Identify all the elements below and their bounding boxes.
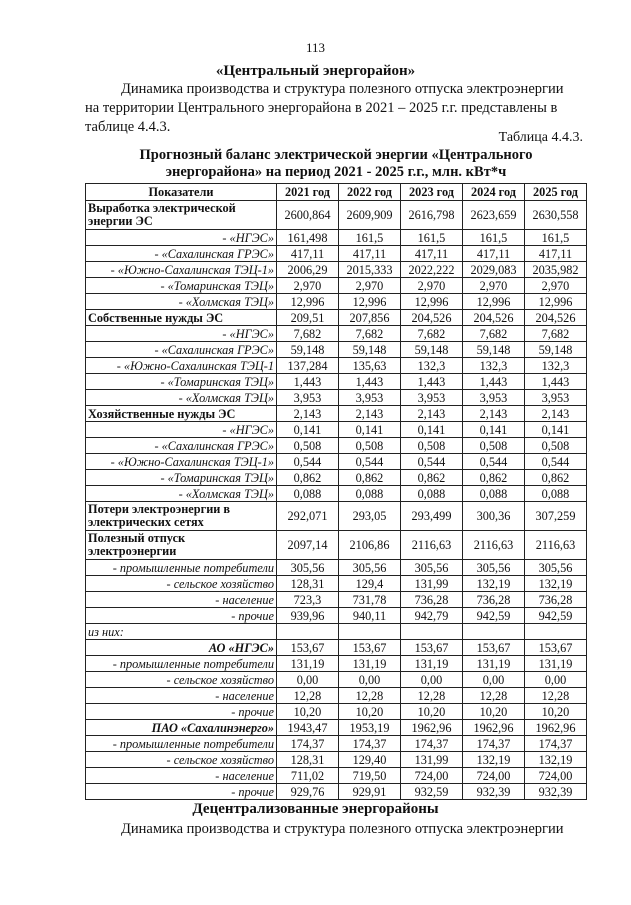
row-value: 153,67: [277, 640, 339, 656]
row-value: 0,088: [463, 486, 525, 502]
table-row: [86, 656, 587, 672]
row-value: 137,284: [277, 358, 339, 374]
row-value: 1,443: [525, 374, 587, 390]
row-label: - «Томаринская ТЭЦ»: [86, 374, 277, 390]
row-value: 3,953: [463, 390, 525, 406]
row-value: 204,526: [525, 310, 587, 326]
row-label: - «Сахалинская ГРЭС»: [86, 342, 277, 358]
row-value: 305,56: [525, 560, 587, 576]
row-value: 204,526: [401, 310, 463, 326]
table-row: [86, 640, 587, 656]
row-value: 0,141: [401, 422, 463, 438]
row-value: 417,11: [277, 246, 339, 262]
row-value: 0,00: [339, 672, 401, 688]
row-value: 7,682: [339, 326, 401, 342]
row-value: 7,682: [277, 326, 339, 342]
row-value: 132,19: [463, 752, 525, 768]
row-value: 10,20: [525, 704, 587, 720]
row-value: 736,28: [525, 592, 587, 608]
row-label: - прочие: [86, 784, 277, 800]
row-value: 736,28: [401, 592, 463, 608]
row-value: 10,20: [401, 704, 463, 720]
row-value: 305,56: [401, 560, 463, 576]
row-value: 932,59: [401, 784, 463, 800]
row-value: 1,443: [277, 374, 339, 390]
row-label: - «Южно-Сахалинская ТЭЦ-1»: [86, 262, 277, 278]
row-value: 0,544: [463, 454, 525, 470]
row-value: 0,141: [525, 422, 587, 438]
row-value: 417,11: [401, 246, 463, 262]
table-row: [86, 531, 587, 560]
row-value: 929,76: [277, 784, 339, 800]
row-value: 1,443: [339, 374, 401, 390]
table-row: [86, 752, 587, 768]
intro-line-2: на территории Центрального энергорайона в 2021 – 2025 г.г. представлены в: [85, 100, 558, 116]
table-title-line-2: энергорайона» на период 2021 - 2025 г.г., млн. кВт*ч: [165, 164, 507, 180]
row-value: 132,19: [463, 576, 525, 592]
row-value: 12,28: [277, 688, 339, 704]
row-value: 0,00: [401, 672, 463, 688]
intro-line-3: таблице 4.4.3.: [85, 119, 171, 135]
row-value: 12,28: [525, 688, 587, 704]
row-label: - промышленные потребители: [86, 736, 277, 752]
row-value: 12,996: [525, 294, 587, 310]
row-value: 0,544: [401, 454, 463, 470]
section-title: «Центральный энергорайон»: [215, 63, 416, 79]
row-value: 207,856: [339, 310, 401, 326]
row-value: [339, 624, 401, 640]
row-value: 7,682: [401, 326, 463, 342]
table-row: [86, 768, 587, 784]
table-row: [86, 672, 587, 688]
row-value: 131,19: [463, 656, 525, 672]
row-value: 2,143: [463, 406, 525, 422]
row-value: 929,91: [339, 784, 401, 800]
row-label: - промышленные потребители: [86, 656, 277, 672]
row-value: 0,00: [463, 672, 525, 688]
section-2-paragraph: [85, 820, 585, 839]
page-number: 113: [305, 40, 326, 55]
row-label: - прочие: [86, 608, 277, 624]
row-value: 0,544: [277, 454, 339, 470]
row-value: 2116,63: [463, 531, 525, 560]
row-value: 417,11: [339, 246, 401, 262]
row-value: 2,970: [525, 278, 587, 294]
table-row: [86, 784, 587, 800]
row-value: 0,544: [525, 454, 587, 470]
row-value: 129,4: [339, 576, 401, 592]
row-value: 307,259: [525, 502, 587, 531]
intro-line-1-text: Динамика производства и структура полезного отпуска электроэнергии: [121, 81, 564, 97]
row-label: Выработка электрической энергии ЭС: [86, 201, 277, 230]
row-value: 2600,864: [277, 201, 339, 230]
row-value: 2,970: [277, 278, 339, 294]
balance-table: [85, 183, 587, 800]
row-value: 132,19: [525, 576, 587, 592]
row-value: 59,148: [339, 342, 401, 358]
row-value: 0,141: [463, 422, 525, 438]
row-value: 0,862: [401, 470, 463, 486]
row-value: 2,143: [525, 406, 587, 422]
row-value: 305,56: [277, 560, 339, 576]
row-value: 209,51: [277, 310, 339, 326]
row-value: 59,148: [277, 342, 339, 358]
row-label: - «Южно-Сахалинская ТЭЦ-1»: [86, 454, 277, 470]
row-value: 12,996: [401, 294, 463, 310]
row-value: 174,37: [463, 736, 525, 752]
row-value: 0,088: [525, 486, 587, 502]
table-row: [86, 704, 587, 720]
column-header: 2025 год: [525, 184, 587, 201]
row-label: - «Холмская ТЭЦ»: [86, 486, 277, 502]
row-value: 1,443: [401, 374, 463, 390]
row-value: 10,20: [339, 704, 401, 720]
row-value: 1,443: [463, 374, 525, 390]
row-value: 161,498: [277, 230, 339, 246]
row-label: - прочие: [86, 704, 277, 720]
row-value: 2106,86: [339, 531, 401, 560]
row-label: Хозяйственные нужды ЭС: [86, 406, 277, 422]
row-value: 12,996: [463, 294, 525, 310]
table-row: [86, 560, 587, 576]
table-row: [86, 454, 587, 470]
row-value: 161,5: [401, 230, 463, 246]
row-value: 0,508: [401, 438, 463, 454]
row-value: 131,99: [401, 576, 463, 592]
table-title-line-1: Прогнозный баланс электрической энергии «Центрального: [139, 147, 533, 163]
table-row: [86, 592, 587, 608]
row-value: 1953,19: [339, 720, 401, 736]
row-value: 940,11: [339, 608, 401, 624]
row-value: 0,862: [463, 470, 525, 486]
row-value: 2,143: [277, 406, 339, 422]
table-row: [86, 374, 587, 390]
row-value: 0,088: [401, 486, 463, 502]
table-row: [86, 390, 587, 406]
row-value: 2097,14: [277, 531, 339, 560]
table-row: [86, 326, 587, 342]
row-value: 132,19: [525, 752, 587, 768]
row-value: 128,31: [277, 752, 339, 768]
row-value: 12,28: [463, 688, 525, 704]
row-value: 2623,659: [463, 201, 525, 230]
row-value: [401, 624, 463, 640]
row-value: 132,3: [525, 358, 587, 374]
row-value: 2015,333: [339, 262, 401, 278]
table-row: [86, 406, 587, 422]
row-value: 0,862: [339, 470, 401, 486]
row-value: 2609,909: [339, 201, 401, 230]
row-value: 131,99: [401, 752, 463, 768]
row-value: 942,59: [525, 608, 587, 624]
table-row: [86, 358, 587, 374]
row-value: 939,96: [277, 608, 339, 624]
row-label: - «Томаринская ТЭЦ»: [86, 470, 277, 486]
table-row: [86, 422, 587, 438]
table-label: Таблица 4.4.3.: [498, 130, 583, 145]
table-row: [86, 230, 587, 246]
table-row: [86, 438, 587, 454]
row-value: 736,28: [463, 592, 525, 608]
row-value: 0,508: [463, 438, 525, 454]
row-value: [277, 624, 339, 640]
column-header: 2022 год: [339, 184, 401, 201]
section-2-text: Динамика производства и структура полезного отпуска электроэнергии: [121, 821, 564, 837]
row-label: - «Сахалинская ГРЭС»: [86, 438, 277, 454]
intro-paragraph: [85, 80, 585, 137]
column-header: 2024 год: [463, 184, 525, 201]
row-value: 12,996: [339, 294, 401, 310]
row-value: 153,67: [339, 640, 401, 656]
row-value: 0,508: [339, 438, 401, 454]
row-value: 0,088: [277, 486, 339, 502]
row-value: 3,953: [401, 390, 463, 406]
row-label: - население: [86, 768, 277, 784]
row-value: 10,20: [277, 704, 339, 720]
section-2-title: Децентрализованные энергорайоны: [192, 801, 439, 817]
table-row: [86, 624, 587, 640]
table-row: [86, 278, 587, 294]
row-value: 59,148: [463, 342, 525, 358]
row-value: 174,37: [525, 736, 587, 752]
row-value: 7,682: [525, 326, 587, 342]
row-value: 161,5: [525, 230, 587, 246]
row-value: 135,63: [339, 358, 401, 374]
row-label: из них:: [86, 624, 277, 640]
row-label: - население: [86, 688, 277, 704]
row-value: 0,00: [277, 672, 339, 688]
row-value: 0,088: [339, 486, 401, 502]
row-value: 131,19: [525, 656, 587, 672]
row-label: Полезный отпуск электроэнергии: [86, 531, 277, 560]
row-label: - «Томаринская ТЭЦ»: [86, 278, 277, 294]
row-value: 932,39: [525, 784, 587, 800]
row-value: 2,970: [339, 278, 401, 294]
row-value: 0,508: [277, 438, 339, 454]
row-value: 300,36: [463, 502, 525, 531]
table-row: [86, 262, 587, 278]
table-row: [86, 470, 587, 486]
table-row: [86, 294, 587, 310]
row-label: АО «НГЭС»: [86, 640, 277, 656]
row-label: - «НГЭС»: [86, 422, 277, 438]
row-value: 1962,96: [401, 720, 463, 736]
row-value: 0,544: [339, 454, 401, 470]
row-value: 719,50: [339, 768, 401, 784]
row-value: 724,00: [463, 768, 525, 784]
row-value: 153,67: [463, 640, 525, 656]
table-row: [86, 246, 587, 262]
row-value: 2035,982: [525, 262, 587, 278]
row-value: 417,11: [463, 246, 525, 262]
row-value: 1962,96: [463, 720, 525, 736]
row-value: 1943,47: [277, 720, 339, 736]
row-label: - «НГЭС»: [86, 230, 277, 246]
row-value: 161,5: [463, 230, 525, 246]
row-value: 131,19: [277, 656, 339, 672]
table-row: [86, 310, 587, 326]
row-value: 305,56: [339, 560, 401, 576]
row-label: - промышленные потребители: [86, 560, 277, 576]
row-label: Собственные нужды ЭС: [86, 310, 277, 326]
row-value: 723,3: [277, 592, 339, 608]
row-label: - сельское хозяйство: [86, 672, 277, 688]
row-label: - сельское хозяйство: [86, 576, 277, 592]
row-value: 305,56: [463, 560, 525, 576]
column-header: 2023 год: [401, 184, 463, 201]
table-row: [86, 502, 587, 531]
row-value: 2029,083: [463, 262, 525, 278]
row-value: 59,148: [401, 342, 463, 358]
row-label: - «Холмская ТЭЦ»: [86, 390, 277, 406]
table-header-row: [86, 184, 587, 201]
row-value: 7,682: [463, 326, 525, 342]
row-label: - «Холмская ТЭЦ»: [86, 294, 277, 310]
row-value: [463, 624, 525, 640]
row-value: 2,970: [463, 278, 525, 294]
row-value: 942,79: [401, 608, 463, 624]
row-label: - население: [86, 592, 277, 608]
row-value: 3,953: [525, 390, 587, 406]
row-value: 2022,222: [401, 262, 463, 278]
row-value: 174,37: [277, 736, 339, 752]
row-label: - «НГЭС»: [86, 326, 277, 342]
row-value: 417,11: [525, 246, 587, 262]
row-value: 12,28: [339, 688, 401, 704]
row-value: 128,31: [277, 576, 339, 592]
row-value: 132,3: [463, 358, 525, 374]
row-value: 2,143: [339, 406, 401, 422]
row-value: 292,071: [277, 502, 339, 531]
row-value: 2116,63: [525, 531, 587, 560]
row-label: - «Южно-Сахалинская ТЭЦ-1: [86, 358, 277, 374]
table-row: [86, 608, 587, 624]
row-value: 3,953: [339, 390, 401, 406]
row-value: 731,78: [339, 592, 401, 608]
row-value: 0,508: [525, 438, 587, 454]
section-2-line: [85, 820, 585, 839]
row-value: 153,67: [525, 640, 587, 656]
table-row: [86, 201, 587, 230]
column-header: 2021 год: [277, 184, 339, 201]
table-row: [86, 486, 587, 502]
row-value: 0,862: [277, 470, 339, 486]
row-label: ПАО «Сахалинэнерго»: [86, 720, 277, 736]
table-row: [86, 720, 587, 736]
row-value: 59,148: [525, 342, 587, 358]
table-row: [86, 736, 587, 752]
row-value: 153,67: [401, 640, 463, 656]
row-value: 942,59: [463, 608, 525, 624]
row-value: 2630,558: [525, 201, 587, 230]
row-value: 3,953: [277, 390, 339, 406]
table-row: [86, 576, 587, 592]
row-value: 724,00: [525, 768, 587, 784]
row-value: 204,526: [463, 310, 525, 326]
row-value: 293,499: [401, 502, 463, 531]
row-label: - сельское хозяйство: [86, 752, 277, 768]
row-value: 0,141: [339, 422, 401, 438]
row-label: Потери электроэнергии в электрических сетях: [86, 502, 277, 531]
row-value: [525, 624, 587, 640]
row-value: 2006,29: [277, 262, 339, 278]
row-value: 10,20: [463, 704, 525, 720]
row-value: 1962,96: [525, 720, 587, 736]
row-value: 0,00: [525, 672, 587, 688]
row-value: 131,19: [339, 656, 401, 672]
row-value: 2616,798: [401, 201, 463, 230]
intro-line-1: [85, 80, 585, 99]
row-value: 293,05: [339, 502, 401, 531]
row-value: 12,996: [277, 294, 339, 310]
row-value: 0,862: [525, 470, 587, 486]
row-value: 932,39: [463, 784, 525, 800]
column-header: Показатели: [86, 184, 277, 201]
table-row: [86, 688, 587, 704]
row-value: 724,00: [401, 768, 463, 784]
row-value: 174,37: [401, 736, 463, 752]
row-value: 0,141: [277, 422, 339, 438]
row-value: 2,143: [401, 406, 463, 422]
row-value: 129,40: [339, 752, 401, 768]
row-value: 2116,63: [401, 531, 463, 560]
row-value: 12,28: [401, 688, 463, 704]
table-title: [80, 147, 592, 181]
row-value: 174,37: [339, 736, 401, 752]
row-value: 131,19: [401, 656, 463, 672]
row-value: 132,3: [401, 358, 463, 374]
row-label: - «Сахалинская ГРЭС»: [86, 246, 277, 262]
row-value: 711,02: [277, 768, 339, 784]
row-value: 161,5: [339, 230, 401, 246]
table-row: [86, 342, 587, 358]
row-value: 2,970: [401, 278, 463, 294]
